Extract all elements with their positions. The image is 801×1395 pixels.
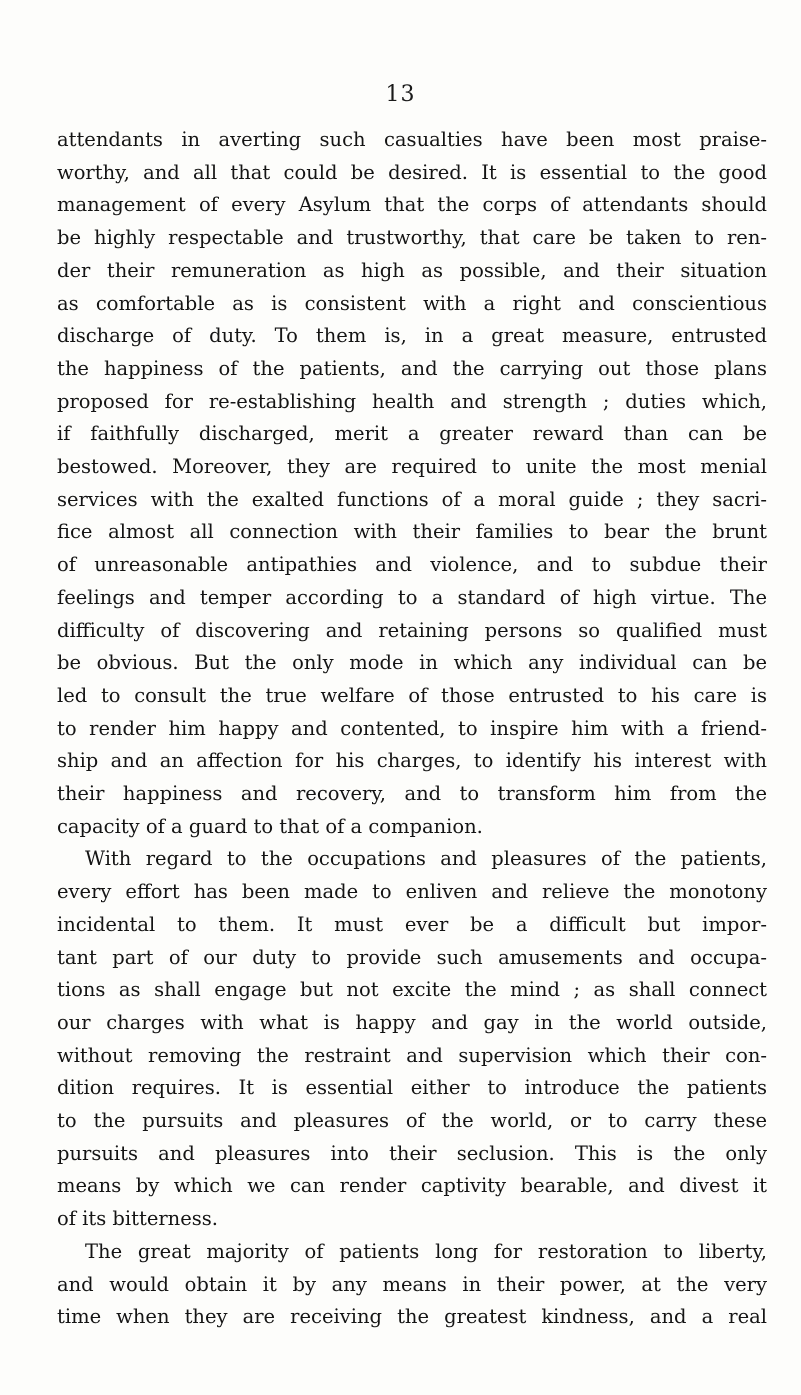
text-line: proposed for re-establishing health and strength ; duties which, — [57, 389, 767, 413]
text-line: our charges with what is happy and gay in the world outside, — [57, 1010, 767, 1034]
text-line: attendants in averting such casualties have been most praise- — [57, 128, 767, 151]
text-line: der their remuneration as high as possible, and their situation — [57, 258, 767, 282]
text-line: and would obtain it by any means in their power, at the very — [57, 1272, 767, 1296]
text-line: pursuits and pleasures into their seclusion. This is the only — [57, 1141, 767, 1165]
text-line: difficulty of discovering and retaining persons so qualified must — [57, 618, 767, 642]
text-line: dition requires. It is essential either to introduce the patients — [57, 1076, 767, 1100]
text-line: be highly respectable and trustworthy, that care be taken to ren- — [57, 226, 767, 250]
text-line: to the pursuits and pleasures of the world, or to carry these — [57, 1109, 767, 1132]
text-line: means by which we can render captivity bearable, and divest it — [57, 1174, 767, 1198]
text-line: capacity of a guard to that of a companion. — [57, 814, 483, 838]
text-line: their happiness and recovery, and to transform him from the — [57, 782, 767, 805]
text-line: the happiness of the patients, and the carrying out those plans — [57, 356, 767, 380]
text-line: With regard to the occupations and pleasures of the patients, — [85, 847, 767, 871]
text-line: without removing the restraint and supervision which their con- — [57, 1043, 767, 1067]
text-line: services with the exalted functions of a moral guide ; they sacri- — [57, 487, 767, 511]
text-line: tions as shall engage but not excite the mind ; as shall connect — [57, 978, 767, 1002]
text-line: worthy, and all that could be desired. It is essential to the good — [57, 160, 767, 184]
text-line: if faithfully discharged, merit a greater reward than can be — [57, 422, 767, 446]
text-line: feelings and temper according to a standard of high virtue. The — [57, 585, 767, 609]
text-line: The great majority of patients long for restoration to liberty, — [85, 1239, 767, 1263]
text-line: time when they are receiving the greatest kindness, and a real — [57, 1305, 767, 1329]
text-line: tant part of our duty to provide such amusements and occupa- — [57, 945, 767, 969]
text-line: led to consult the true welfare of those entrusted to his care is — [57, 683, 767, 707]
page-number: 13 — [385, 82, 416, 107]
text-line: incidental to them. It must ever be a difficult but impor- — [57, 912, 767, 936]
text-line: bestowed. Moreover, they are required to unite the most menial — [57, 455, 767, 478]
text-line: management of every Asylum that the corps of attendants should — [57, 193, 767, 217]
text-line: be obvious. But the only mode in which any individual can be — [57, 651, 767, 675]
text-line: fice almost all connection with their families to bear the brunt — [57, 520, 767, 544]
text-line: as comfortable as is consistent with a right and conscientious — [57, 291, 767, 315]
text-line: ship and an affection for his charges, to identify his interest with — [57, 749, 767, 773]
text-line: discharge of duty. To them is, in a great measure, entrusted — [57, 324, 767, 348]
text-line: every effort has been made to enliven and relieve the monotony — [57, 880, 767, 904]
text-line: to render him happy and contented, to inspire him with a friend- — [57, 716, 767, 740]
text-line: of its bitterness. — [57, 1207, 218, 1231]
text-line: of unreasonable antipathies and violence, and to subdue their — [57, 553, 767, 577]
